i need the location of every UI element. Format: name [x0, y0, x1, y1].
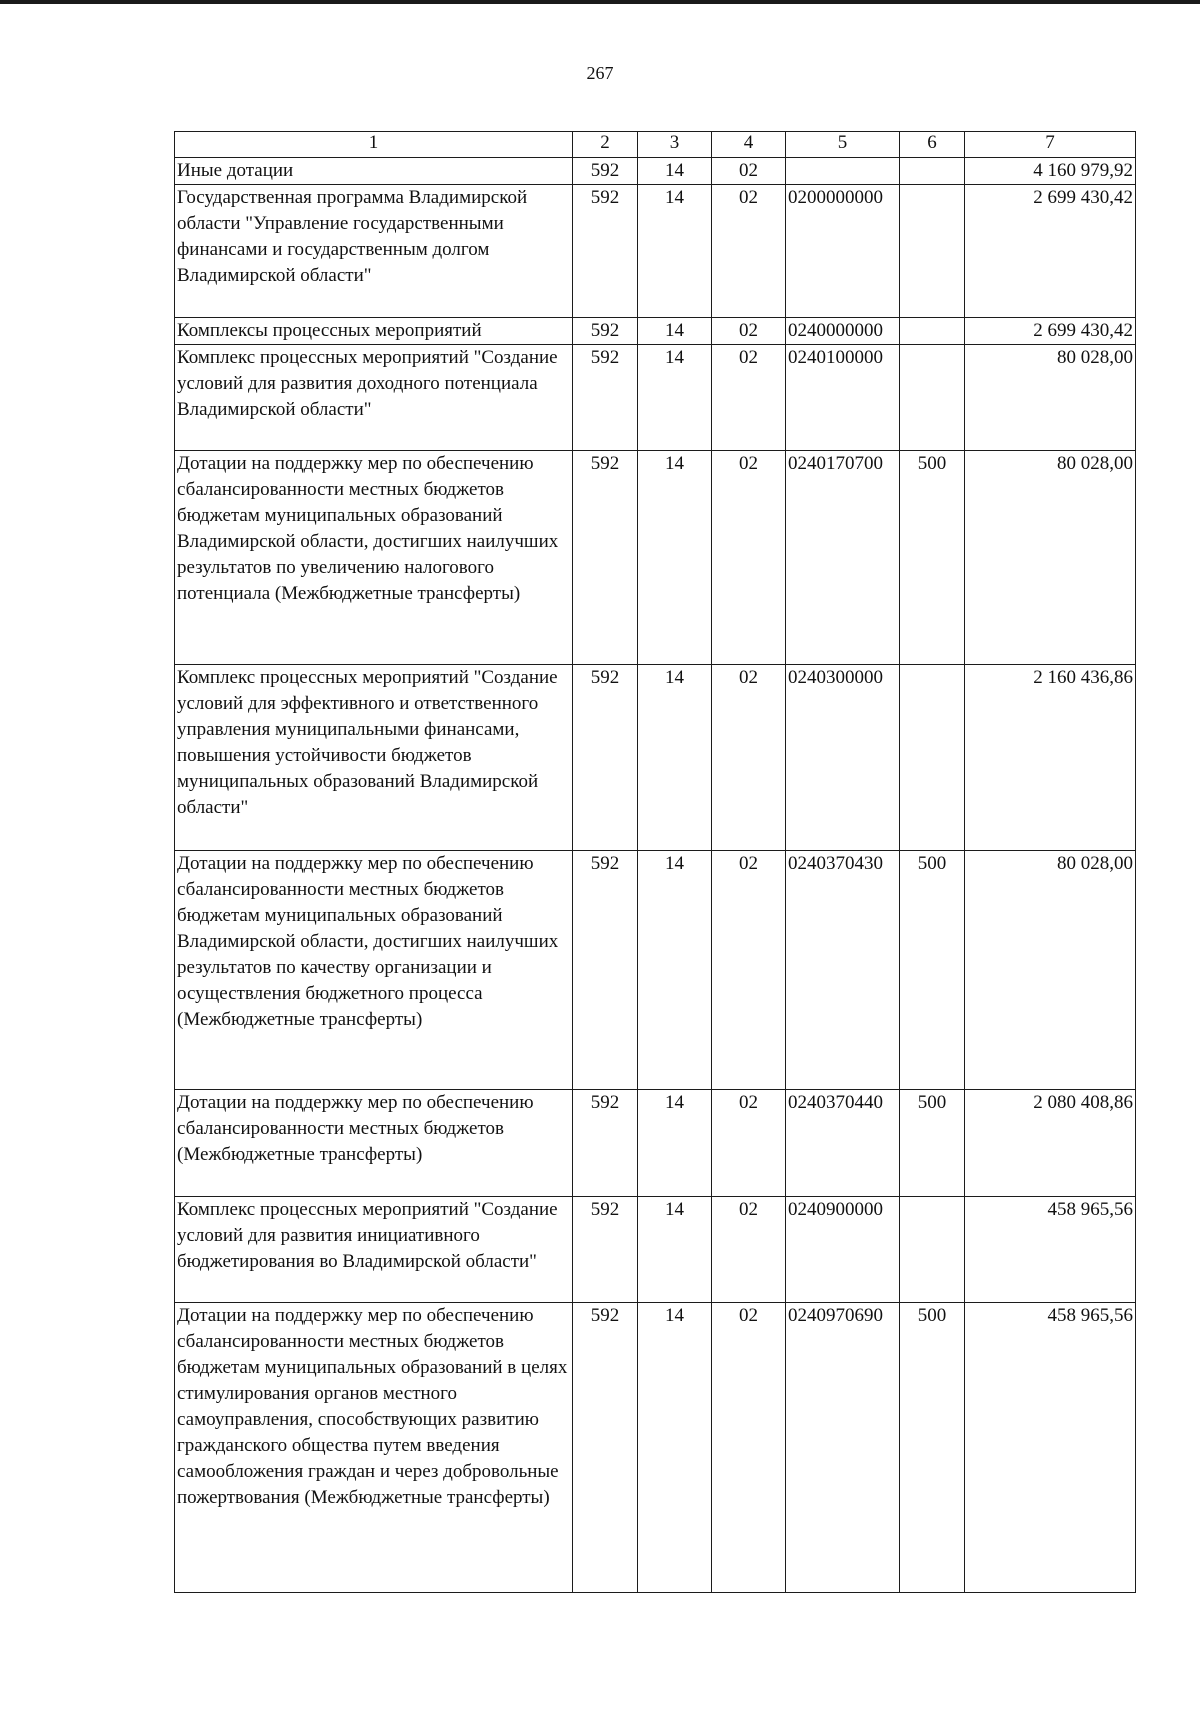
- row-col3: 14: [638, 318, 712, 345]
- budget-table: [174, 131, 1136, 1593]
- row-col4: 02: [712, 345, 786, 451]
- scan-top-edge: [0, 0, 1200, 4]
- row-sum: 80 028,00: [965, 345, 1136, 451]
- row-sum: 2 160 436,86: [965, 665, 1136, 851]
- row-col2: 592: [573, 158, 638, 185]
- row-col4: 02: [712, 1303, 786, 1593]
- row-name: Иные дотации: [175, 158, 573, 185]
- row-col2: 592: [573, 345, 638, 451]
- row-col3: 14: [638, 851, 712, 1090]
- row-col3: 14: [638, 665, 712, 851]
- table-row: [175, 318, 1136, 345]
- table-row: [175, 851, 1136, 1090]
- table-row: [175, 1090, 1136, 1197]
- row-col4: 02: [712, 1090, 786, 1197]
- row-col5: 0240370440: [786, 1090, 900, 1197]
- header-cell: 3: [638, 132, 712, 158]
- row-sum: 458 965,56: [965, 1303, 1136, 1593]
- row-col6: 500: [900, 1303, 965, 1593]
- row-col6: [900, 158, 965, 185]
- row-col5: 0200000000: [786, 185, 900, 318]
- row-col6: [900, 345, 965, 451]
- row-col2: 592: [573, 451, 638, 665]
- row-col4: 02: [712, 1197, 786, 1303]
- row-col6: [900, 318, 965, 345]
- row-col2: 592: [573, 665, 638, 851]
- row-sum: 458 965,56: [965, 1197, 1136, 1303]
- row-name: Дотации на поддержку мер по обеспечению сбалансированности местных бюджетов бюджетам муниципальных образований Владимирской области, достигших наилучших результатов по увеличению налогового потенциала (Межбюджетные трансферты): [175, 451, 573, 665]
- row-name: Комплекс процессных мероприятий "Создание условий для развития доходного потенциала Владимирской области": [175, 345, 573, 451]
- row-name: Комплексы процессных мероприятий: [175, 318, 573, 345]
- row-col5: 0240970690: [786, 1303, 900, 1593]
- row-col5: [786, 158, 900, 185]
- row-col3: 14: [638, 1090, 712, 1197]
- row-col4: 02: [712, 851, 786, 1090]
- row-col6: 500: [900, 451, 965, 665]
- row-col3: 14: [638, 185, 712, 318]
- row-col5: 0240100000: [786, 345, 900, 451]
- table-row: [175, 1197, 1136, 1303]
- row-col4: 02: [712, 451, 786, 665]
- row-sum: 4 160 979,92: [965, 158, 1136, 185]
- row-col5: 0240000000: [786, 318, 900, 345]
- row-col5: 0240900000: [786, 1197, 900, 1303]
- row-col4: 02: [712, 318, 786, 345]
- header-cell: 5: [786, 132, 900, 158]
- row-sum: 80 028,00: [965, 851, 1136, 1090]
- row-sum: 2 080 408,86: [965, 1090, 1136, 1197]
- row-name: Дотации на поддержку мер по обеспечению сбалансированности местных бюджетов бюджетам муниципальных образований Владимирской области, достигших наилучших результатов по качеству организации и осуществления бюджетного процесса (Межбюджетные трансферты): [175, 851, 573, 1090]
- row-col4: 02: [712, 185, 786, 318]
- row-sum: 2 699 430,42: [965, 318, 1136, 345]
- row-col6: 500: [900, 1090, 965, 1197]
- table-row: [175, 451, 1136, 665]
- row-name: Дотации на поддержку мер по обеспечению сбалансированности местных бюджетов бюджетам муниципальных образований в целях стимулирования органов местного самоуправления, способствующих развитию гражданского общества путем введения самообложения граждан и через добровольные пожертвования (Межбюджетные трансферты): [175, 1303, 573, 1593]
- page-number: 267: [586, 63, 614, 83]
- table-row: [175, 345, 1136, 451]
- row-col6: [900, 185, 965, 318]
- row-col6: 500: [900, 851, 965, 1090]
- table-row: [175, 665, 1136, 851]
- header-cell: 2: [573, 132, 638, 158]
- row-col3: 14: [638, 1303, 712, 1593]
- row-col6: [900, 1197, 965, 1303]
- row-col3: 14: [638, 158, 712, 185]
- header-cell: 4: [712, 132, 786, 158]
- row-col3: 14: [638, 451, 712, 665]
- row-name: Комплекс процессных мероприятий "Создание условий для развития инициативного бюджетирования во Владимирской области": [175, 1197, 573, 1303]
- row-col5: 0240300000: [786, 665, 900, 851]
- row-name: Комплекс процессных мероприятий "Создание условий для эффективного и ответственного управления муниципальными финансами, повышения устойчивости бюджетов муниципальных образований Владимирской области": [175, 665, 573, 851]
- row-col3: 14: [638, 1197, 712, 1303]
- table-row: [175, 158, 1136, 185]
- header-cell: 7: [965, 132, 1136, 158]
- row-name: Дотации на поддержку мер по обеспечению сбалансированности местных бюджетов (Межбюджетные трансферты): [175, 1090, 573, 1197]
- row-col4: 02: [712, 665, 786, 851]
- row-col6: [900, 665, 965, 851]
- row-col4: 02: [712, 158, 786, 185]
- row-col2: 592: [573, 1303, 638, 1593]
- row-col2: 592: [573, 851, 638, 1090]
- row-col2: 592: [573, 1090, 638, 1197]
- row-name: Государственная программа Владимирской области "Управление государственными финансами и государственным долгом Владимирской области": [175, 185, 573, 318]
- header-cell: 6: [900, 132, 965, 158]
- row-col2: 592: [573, 185, 638, 318]
- row-sum: 80 028,00: [965, 451, 1136, 665]
- row-col2: 592: [573, 1197, 638, 1303]
- header-cell: 1: [175, 132, 573, 158]
- row-col5: 0240170700: [786, 451, 900, 665]
- row-sum: 2 699 430,42: [965, 185, 1136, 318]
- table-row: [175, 1303, 1136, 1593]
- row-col2: 592: [573, 318, 638, 345]
- table-header-row: [175, 132, 1136, 158]
- row-col3: 14: [638, 345, 712, 451]
- table-row: [175, 185, 1136, 318]
- row-col5: 0240370430: [786, 851, 900, 1090]
